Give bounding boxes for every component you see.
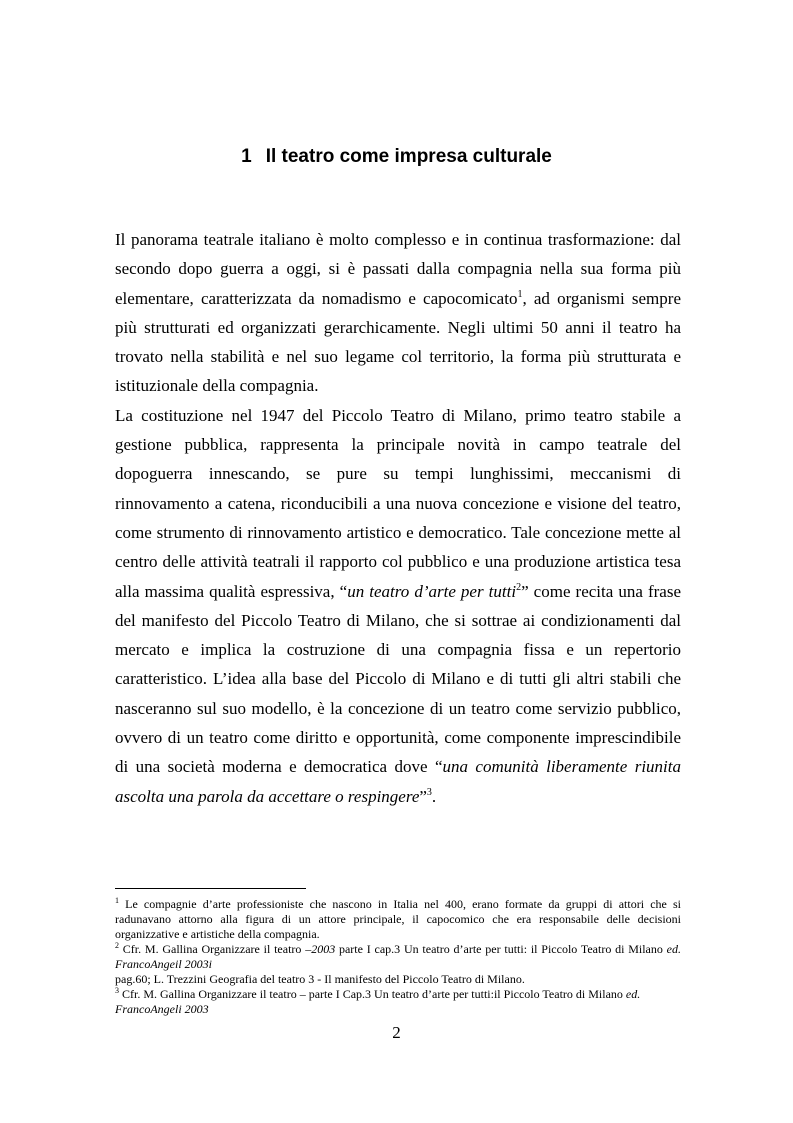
footnote-2-year: 2003: [311, 942, 336, 956]
footnote-2-number: 2: [115, 941, 119, 950]
footnote-separator: [115, 888, 306, 889]
footnote-2-publisher: ed. FrancoAngeil 2003i: [115, 942, 681, 971]
paragraph-2-end: .: [431, 786, 437, 806]
footnote-2: [115, 942, 681, 972]
footnote-3-text: Cfr. M. Gallina Organizzare il teatro – parte I Cap.3 Un teatro d’arte per tutti:il Piccolo Teatro di Milano: [119, 987, 626, 1001]
footnote-1: [115, 897, 681, 942]
paragraph-2: [115, 401, 681, 811]
footnote-3-publisher: ed. FrancoAngeli 2003: [115, 987, 641, 1016]
paragraph-1-text-a: Il panorama teatrale italiano è molto complesso e in continua trasformazione: dal secondo dopo guerra a oggi, si è passati dalla compagnia nella sua forma più elementare, caratterizzata da nomadismo e capocomicato: [115, 230, 681, 308]
footnote-2-text-a: Cfr. M. Gallina Organizzare il teatro –: [119, 942, 312, 956]
paragraph-1: [115, 225, 681, 401]
paragraph-2-text-a: La costituzione nel 1947 del Piccolo Teatro di Milano, primo teatro stabile a gestione pubblica, rappresenta la principale novità in campo teatrale del dopoguerra innescando, se pure su tempi lunghissimi, meccanismi di rinnovamento a catena, riconducibili a una nuova concezione e visione del teatro, come strumento di rinnovamento artistico e democratico. Tale concezione mette al centro delle attività teatrali il rapporto col pubblico e una produzione artistica tesa alla massima qualità espressiva, “: [115, 405, 681, 601]
paragraph-1-text-b: , ad organismi sempre più strutturati ed organizzati gerarchicamente. Negli ultimi 50 anni il teatro ha trovato nella stabilità e nel suo legame col territorio, la forma più strutturata e istituzionale della compagnia.: [115, 288, 681, 396]
footnote-1-number: 1: [115, 896, 119, 905]
footnote-ref-1: 1: [517, 288, 523, 300]
chapter-heading: [0, 143, 793, 171]
footnote-2-text-b: parte I cap.3 Un teatro d’arte per tutti: il Piccolo Teatro di Milano: [335, 942, 667, 956]
footnote-2-continuation: pag.60; L. Trezzini Geografia del teatro 3 - Il manifesto del Piccolo Teatro di Milano.: [115, 972, 525, 986]
quote-un-teatro: un teatro d’arte per tutti: [347, 581, 517, 601]
quote-comunita: una comunità liberamente riunita ascolta una parola da accettare o respingere: [115, 757, 681, 806]
page-number: 2: [392, 1023, 401, 1042]
body-text: [115, 225, 681, 811]
chapter-number: 1: [241, 146, 252, 167]
footnote-3-number: 3: [115, 986, 119, 995]
footnote-1-text: Le compagnie d’arte professioniste che nascono in Italia nel 400, erano formate da gruppi di attori che si radunavano attorno alla figura di un attore principale, il capocomico che era responsabile delle decisioni organizzative e artistiche della compagnia.: [115, 897, 681, 941]
paragraph-2-text-b: ” come recita una frase del manifesto del Piccolo Teatro di Milano, che si sottrae ai condizionamenti dal mercato e implica la costruzione di una compagnia fissa e un repertorio caratteristico. L’idea alla base del Piccolo di Milano e di tutti gli altri stabili che nasceranno sul suo modello, è la concezione di un teatro come servizio pubblico, ovvero di un teatro come diritto e opportunità, come componente imprescindibile di una società moderna e democratica dove “: [115, 581, 682, 777]
footnote-ref-2: 2: [516, 581, 522, 593]
footnote-3: [115, 987, 681, 1017]
footnotes: [115, 897, 681, 1017]
chapter-title: Il teatro come impresa culturale: [265, 146, 552, 167]
footnote-ref-3: 3: [426, 786, 432, 798]
closing-quote: ”: [419, 786, 427, 806]
